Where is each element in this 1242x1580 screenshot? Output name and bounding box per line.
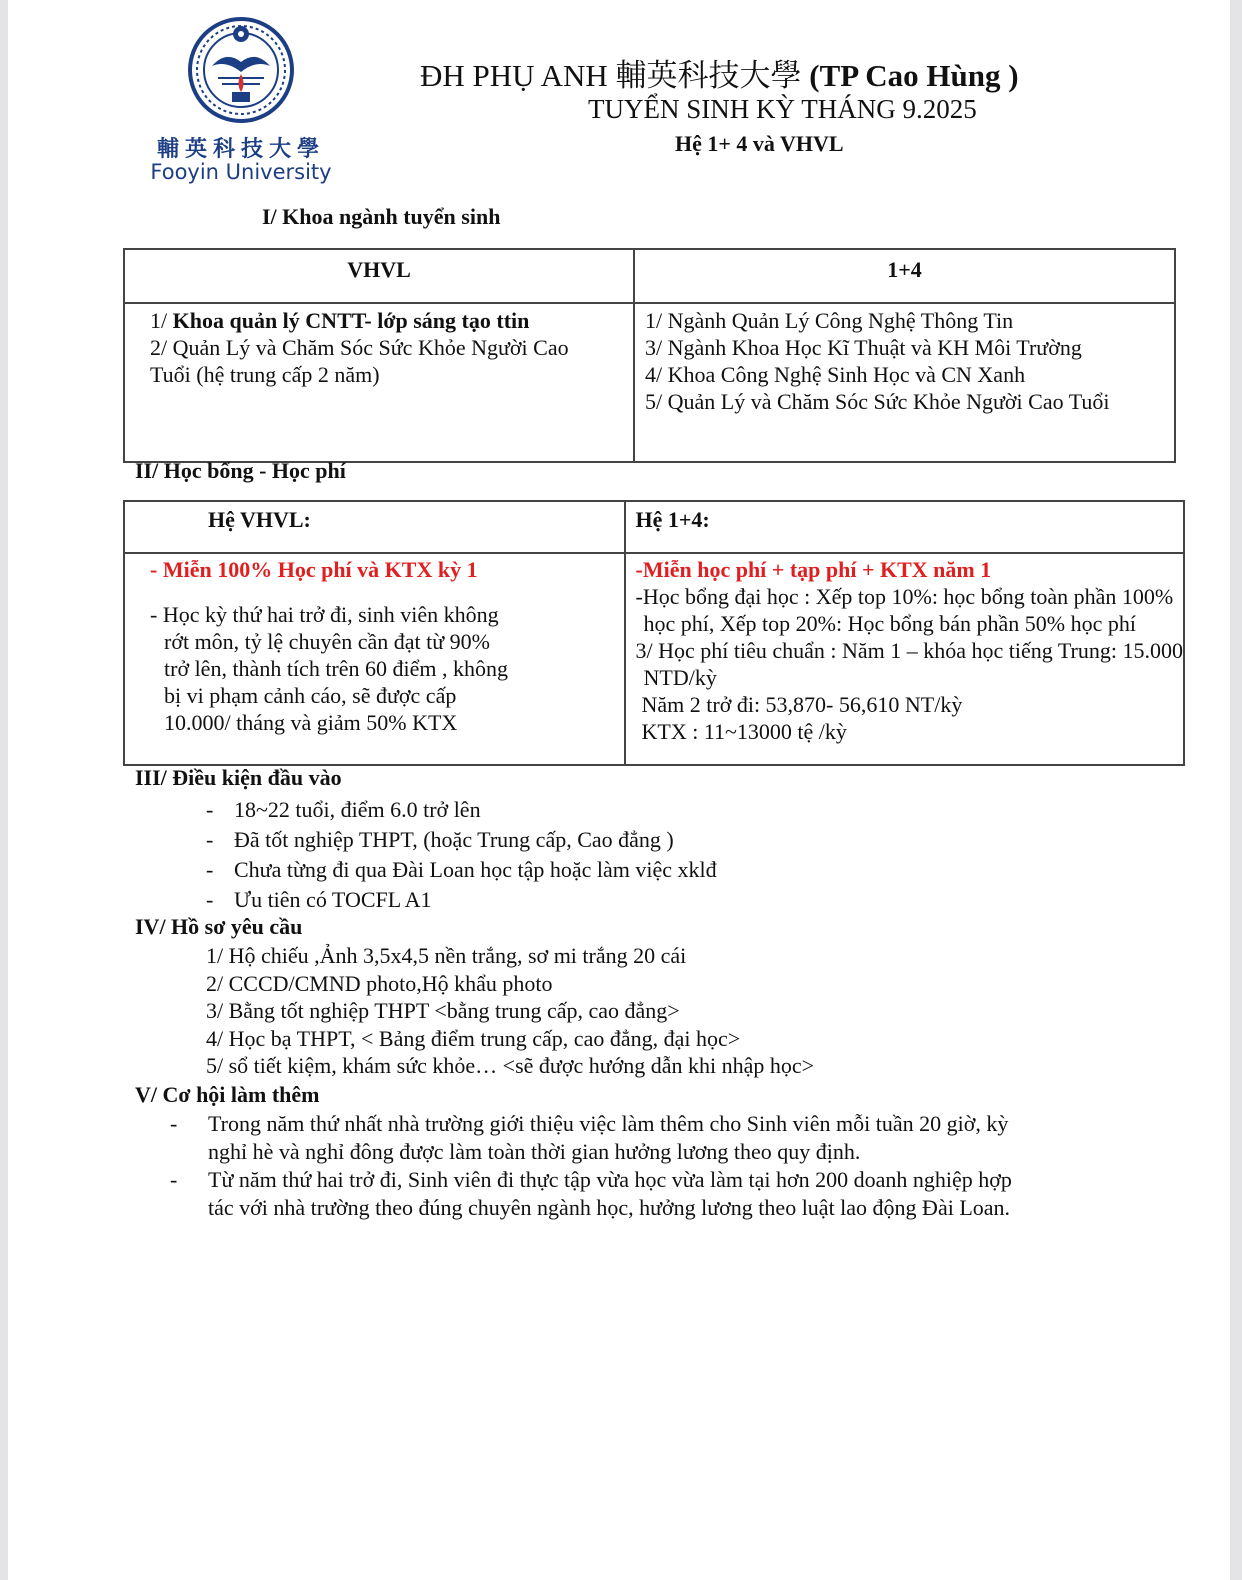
scholarship-header-14: Hệ 1+4: (625, 501, 1185, 553)
majors-table (123, 248, 1176, 463)
scholarship-14-highlight: -Miễn học phí + tạp phí + KTX năm 1 (635, 557, 992, 582)
scholarship-vhvl-line: - Học kỳ thứ hai trở đi, sinh viên không (150, 602, 499, 627)
part-time-work-list (170, 1110, 1012, 1222)
document-page (8, 0, 1230, 1580)
list-item: 3/ Bằng tốt nghiệp THPT <bằng trung cấp, cao đẳng> (206, 998, 680, 1023)
list-item: 4/ Học bạ THPT, < Bảng điểm trung cấp, cao đẳng, đại học> (206, 1025, 741, 1051)
majors-14-item: 5/ Quản Lý và Chăm Sóc Sức Khỏe Người Cao Tuổi (645, 389, 1110, 414)
scholarship-14-line: NTD/kỳ (643, 665, 717, 690)
scholarship-14-cell (625, 553, 1185, 765)
bullet: - (206, 887, 214, 912)
section-1-heading: I/ Khoa ngành tuyển sinh (262, 204, 501, 229)
scholarship-vhvl-cell (124, 553, 625, 765)
scholarship-14-line: KTX : 11~13000 tệ /kỳ (641, 719, 847, 744)
scholarship-vhvl-line: trở lên, thành tích trên 60 điểm , không (164, 656, 509, 681)
list-item-text: Từ năm thứ hai trở đi, Sinh viên đi thực tập vừa học vừa làm tại hơn 200 doanh nghiệp hợp (208, 1167, 1012, 1192)
majors-14-item: 4/ Khoa Công Nghệ Sinh Học và CN Xanh (645, 362, 1026, 387)
section-4-heading: IV/ Hồ sơ yêu cầu (135, 914, 303, 939)
list-item-text: nghỉ hè và nghỉ đông được làm toàn thời gian hưởng lương theo quy định. (208, 1139, 861, 1164)
majors-vhvl-item: 2/ Quản Lý và Chăm Sóc Sức Khỏe Người Cao (150, 335, 569, 360)
section-5-heading: V/ Cơ hội làm thêm (135, 1082, 320, 1107)
list-item (206, 855, 717, 885)
bullet: - (170, 1167, 178, 1192)
bullet: - (170, 1111, 178, 1136)
documents-list (206, 942, 814, 1080)
item-text: Khoa quản lý CNTT- lớp sáng tạo ttin (172, 308, 530, 333)
majors-vhvl-item (150, 307, 633, 334)
bullet: - (206, 797, 214, 822)
section-2-heading: II/ Học bổng - Học phí (135, 458, 346, 483)
list-item (170, 1110, 1012, 1166)
list-item-text: Đã tốt nghiệp THPT, (hoặc Trung cấp, Cao đẳng ) (234, 827, 674, 852)
list-item (170, 1166, 1012, 1222)
document-title (420, 50, 1019, 95)
list-item-text: 18~22 tuổi, điểm 6.0 trở lên (234, 797, 481, 822)
scholarship-vhvl-line: rớt môn, tỷ lệ chuyên cần đạt từ 90% (164, 629, 490, 654)
majors-vhvl-cell (124, 303, 634, 462)
university-seal-icon (146, 14, 336, 132)
bullet: - (206, 857, 214, 882)
majors-header-vhvl: VHVL (124, 249, 634, 303)
majors-14-item: 3/ Ngành Khoa Học Kĩ Thuật và KH Môi Trường (645, 335, 1082, 360)
logo-cjk-name: 輔英科技大學 (156, 137, 325, 162)
item-number: 1/ (150, 308, 173, 333)
bullet: - (206, 827, 214, 852)
list-item (206, 825, 717, 855)
scholarship-table (123, 500, 1185, 766)
scholarship-14-line: 3/ Học phí tiêu chuẩn : Năm 1 – khóa học tiếng Trung: 15.000 (635, 638, 1183, 663)
majors-14-item: 1/ Ngành Quản Lý Công Nghệ Thông Tin (645, 308, 1014, 333)
document-subtitle: TUYỂN SINH KỲ THÁNG 9.2025 (588, 94, 977, 124)
list-item: 1/ Hộ chiếu ,Ảnh 3,5x4,5 nền trắng, sơ mi trắng 20 cái (206, 943, 687, 968)
scholarship-vhvl-line: 10.000/ tháng và giảm 50% KTX (164, 710, 458, 735)
scholarship-vhvl-line: bị vi phạm cảnh cáo, sẽ được cấp (164, 683, 457, 708)
scholarship-vhvl-highlight: - Miễn 100% Học phí và KTX kỳ 1 (150, 557, 478, 582)
title-school-name: ĐH PHỤ ANH 輔英科技大學 (420, 58, 810, 93)
list-item-text: tác với nhà trường theo đúng chuyên ngành học, hưởng lương theo luật lao động Đài Loan. (208, 1195, 1011, 1220)
scholarship-14-line: -Học bổng đại học : Xếp top 10%: học bổng toàn phần 100% (635, 584, 1174, 609)
title-city: (TP Cao Hùng ) (809, 58, 1019, 93)
list-item-text: Trong năm thứ nhất nhà trường giới thiệu việc làm thêm cho Sinh viên mỗi tuần 20 giờ, kỳ (208, 1111, 1009, 1136)
majors-header-14: 1+4 (634, 249, 1175, 303)
list-item: 2/ CCCD/CMND photo,Hộ khẩu photo (206, 970, 553, 996)
university-logo (146, 14, 336, 194)
majors-14-cell (634, 303, 1175, 462)
list-item (206, 795, 717, 825)
list-item-text: Chưa từng đi qua Đài Loan học tập hoặc làm việc xklđ (234, 857, 717, 882)
scholarship-header-vhvl: Hệ VHVL: (124, 501, 625, 553)
logo-english-name: Fooyin University (150, 160, 332, 184)
list-item: 5/ sổ tiết kiệm, khám sức khỏe… <sẽ được hướng dẫn khi nhập học> (206, 1053, 815, 1078)
scholarship-14-line: học phí, Xếp top 20%: Học bổng bán phần 50% học phí (643, 611, 1136, 636)
section-3-heading: III/ Điều kiện đầu vào (135, 765, 342, 790)
document-program-line: Hệ 1+ 4 và VHVL (675, 131, 844, 156)
list-item-text: Ưu tiên có TOCFL A1 (234, 887, 432, 912)
majors-vhvl-item: Tuổi (hệ trung cấp 2 năm) (150, 362, 380, 387)
entry-requirements-list (206, 795, 717, 915)
list-item (206, 885, 717, 915)
scholarship-14-line: Năm 2 trở đi: 53,870- 56,610 NT/kỳ (641, 692, 963, 717)
